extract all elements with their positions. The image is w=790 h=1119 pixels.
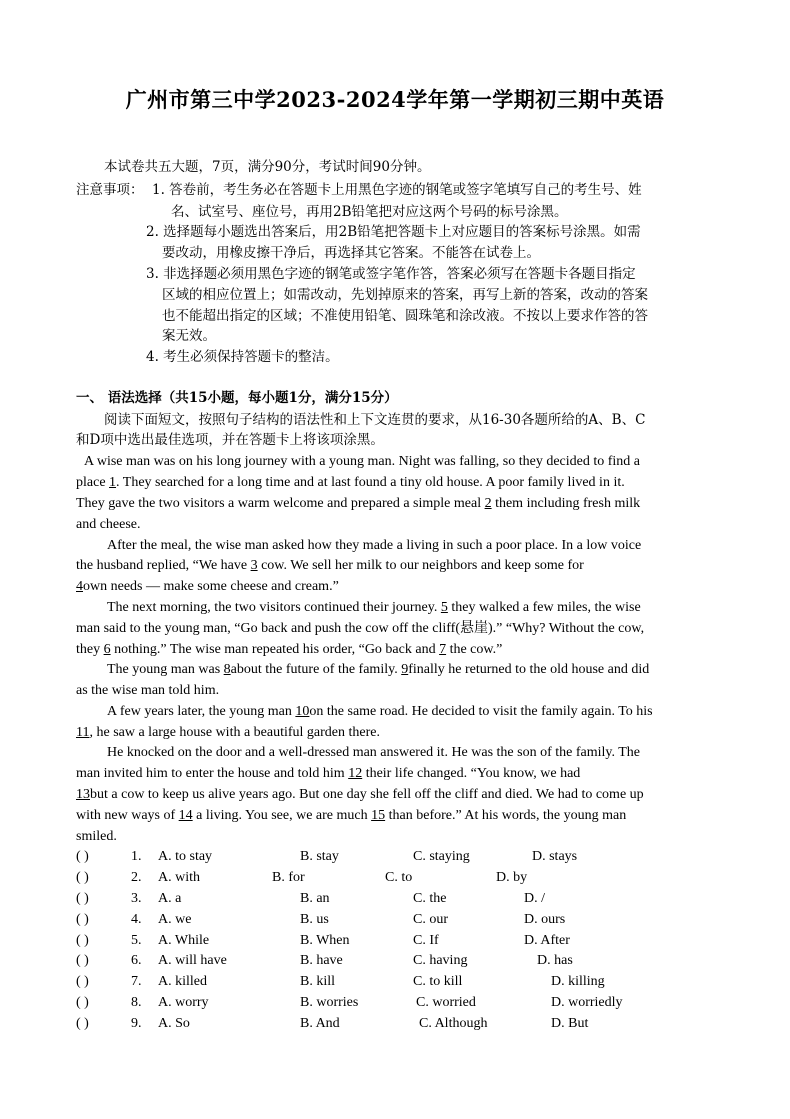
blank: 10 [295,704,310,719]
passage-line: the husband replied, “We have 3 cow. We sell her milk to our neighbors and keep some for [76,558,584,573]
notice-line: 3. 非选择题必须用黑色字迹的钢笔或签字笔作答，答案必须写在答题卡各题目指定 [146,266,636,282]
exam-title: 广州市第三中学2023-2024学年第一学期初三期中英语 [125,87,665,112]
option-d[interactable]: D. ours [524,912,566,927]
question-number: 8. [131,995,142,1010]
option-d[interactable]: D. has [537,953,573,968]
question-paren[interactable]: ( ) [76,933,89,948]
notice-line: 名、试室号、座位号，再用2B铅笔把对应这两个号码的标号涂黑。 [171,204,568,220]
option-b[interactable]: B. have [300,953,343,968]
blank: 8 [223,662,231,677]
passage-line: place 1. They searched for a long time and at last found a tiny old house. A poor family lived in it. [76,475,625,490]
option-c[interactable]: C. staying [413,849,470,864]
question-number: 1. [131,849,142,864]
option-a[interactable]: A. will have [158,953,227,968]
option-c[interactable]: C. to kill [413,974,463,989]
blank: 14 [178,808,193,823]
option-b[interactable]: B. us [300,912,329,927]
blank: 2 [484,496,492,511]
section-heading: 一、 语法选择（共15小题，每小题1分，满分15分） [76,390,398,406]
passage-line: and cheese. [76,517,141,532]
passage-line: with new ways of 14 a living. You see, we are much 15 than before.” At his words, the young man [76,808,627,823]
passage-line: He knocked on the door and a well-dressed man answered it. He was the son of the family. The [107,745,641,760]
passage-line: The next morning, the two visitors continued their journey. 5 they walked a few miles, the wise [107,600,641,615]
option-d[interactable]: D. by [496,870,528,885]
question-number: 6. [131,953,142,968]
blank: 4 [76,579,83,594]
option-c[interactable]: C. Although [419,1016,488,1031]
passage-line: smiled. [76,829,117,844]
option-d[interactable]: D. But [551,1016,589,1031]
blank: 3 [250,558,258,573]
option-a[interactable]: A. to stay [158,849,213,864]
notice-line: 1. 答卷前，考生务必在答题卡上用黑色字迹的钢笔或签字笔填写自己的考生号、姓 [152,182,642,198]
question-number: 9. [131,1016,142,1031]
option-b[interactable]: B. worries [300,995,359,1010]
option-a[interactable]: A. we [158,912,192,927]
blank: 12 [348,766,363,781]
option-a[interactable]: A. So [158,1016,190,1031]
option-a[interactable]: A. killed [158,974,207,989]
question-paren[interactable]: ( ) [76,912,89,927]
passage-line: man invited him to enter the house and told him 12 their life changed. “You know, we had [76,766,581,781]
question-paren[interactable]: ( ) [76,849,89,864]
option-b[interactable]: B. stay [300,849,339,864]
passage-line: After the meal, the wise man asked how they made a living in such a poor place. In a low voice [107,538,642,553]
notice-line: 也不能超出指定的区域；不准使用铅笔、圆珠笔和涂改液。不按以上要求作答的答 [162,308,648,324]
option-a[interactable]: A. a [158,891,182,906]
option-a[interactable]: A. with [158,870,200,885]
blank: 6 [103,642,111,657]
option-d[interactable]: D. killing [551,974,605,989]
option-b[interactable]: B. for [272,870,305,885]
blank: 13 [76,787,90,802]
option-c[interactable]: C. If [413,933,439,948]
notice-line: 案无效。 [162,328,216,344]
passage-line: A wise man was on his long journey with a young man. Night was falling, so they decided to find a [84,454,641,469]
notice-line: 要改动，用橡皮擦干净后，再选择其它答案。不能答在试卷上。 [162,245,540,261]
option-d[interactable]: D. stays [532,849,578,864]
blank: 1 [109,475,117,490]
passage-line: 11, he saw a large house with a beautiful garden there. [76,725,381,740]
option-c[interactable]: C. having [413,953,468,968]
question-paren[interactable]: ( ) [76,974,89,989]
notice-line: 4. 考生必须保持答题卡的整洁。 [146,349,339,365]
passage-line: as the wise man told him. [76,683,220,698]
blank: 5 [440,600,448,615]
question-paren[interactable]: ( ) [76,995,89,1010]
blank: 7 [439,642,447,657]
option-b[interactable]: B. kill [300,974,336,989]
passage-line: they 6 nothing.” The wise man repeated his order, “Go back and 7 the cow.” [76,642,503,657]
option-c[interactable]: C. our [413,912,448,927]
question-number: 7. [131,974,142,989]
notice-label: 注意事项： [76,182,144,198]
notice-line: 区域的相应位置上；如需改动，先划掉原来的答案，再写上新的答案，改动的答案 [162,287,648,303]
passage-line: The young man was 8about the future of the family. 9finally he returned to the old house and did [107,662,650,677]
option-c[interactable]: C. to [385,870,413,885]
question-number: 3. [131,891,142,906]
section-instruction: 阅读下面短文，按照句子结构的语法性和上下文连贯的要求，从16-30各题所给的A、B、C [104,412,646,428]
section-instruction: 和D项中选出最佳选项，并在答题卡上将该项涂黑。 [76,432,384,448]
question-paren[interactable]: ( ) [76,953,89,968]
passage-line: 13but a cow to keep us alive years ago. But one day she fell off the cliff and died. We had to come up [76,787,644,802]
blank: 15 [371,808,386,823]
option-a[interactable]: A. worry [158,995,209,1010]
option-a[interactable]: A. While [158,933,210,948]
passage-line: 4own needs — make some cheese and cream.” [76,579,339,594]
option-c[interactable]: C. worried [416,995,476,1010]
question-number: 4. [131,912,142,927]
question-paren[interactable]: ( ) [76,870,89,885]
question-paren[interactable]: ( ) [76,891,89,906]
option-b[interactable]: B. When [300,933,350,948]
notice-line: 2. 选择题每小题选出答案后，用2B铅笔把答题卡上对应题目的答案标号涂黑。如需 [146,224,641,240]
option-d[interactable]: D. worriedly [551,995,623,1010]
intro-text: 本试卷共五大题，7页，满分90分，考试时间90分钟。 [104,159,431,175]
blank: 11 [76,725,90,740]
question-number: 2. [131,870,142,885]
blank: 9 [401,662,409,677]
passage-line: man said to the young man, “Go back and push the cow off the cliff(悬崖).” “Why? Without the cow, [76,621,645,636]
option-c[interactable]: C. the [413,891,447,906]
question-paren[interactable]: ( ) [76,1016,89,1031]
question-number: 5. [131,933,142,948]
option-d[interactable]: D. / [524,891,545,906]
passage-line: A few years later, the young man 10on the same road. He decided to visit the family again. To his [107,704,653,719]
option-b[interactable]: B. And [300,1016,340,1031]
option-d[interactable]: D. After [524,933,570,948]
passage-line: They gave the two visitors a warm welcome and prepared a simple meal 2 them including fresh milk [76,496,641,511]
option-b[interactable]: B. an [300,891,330,906]
